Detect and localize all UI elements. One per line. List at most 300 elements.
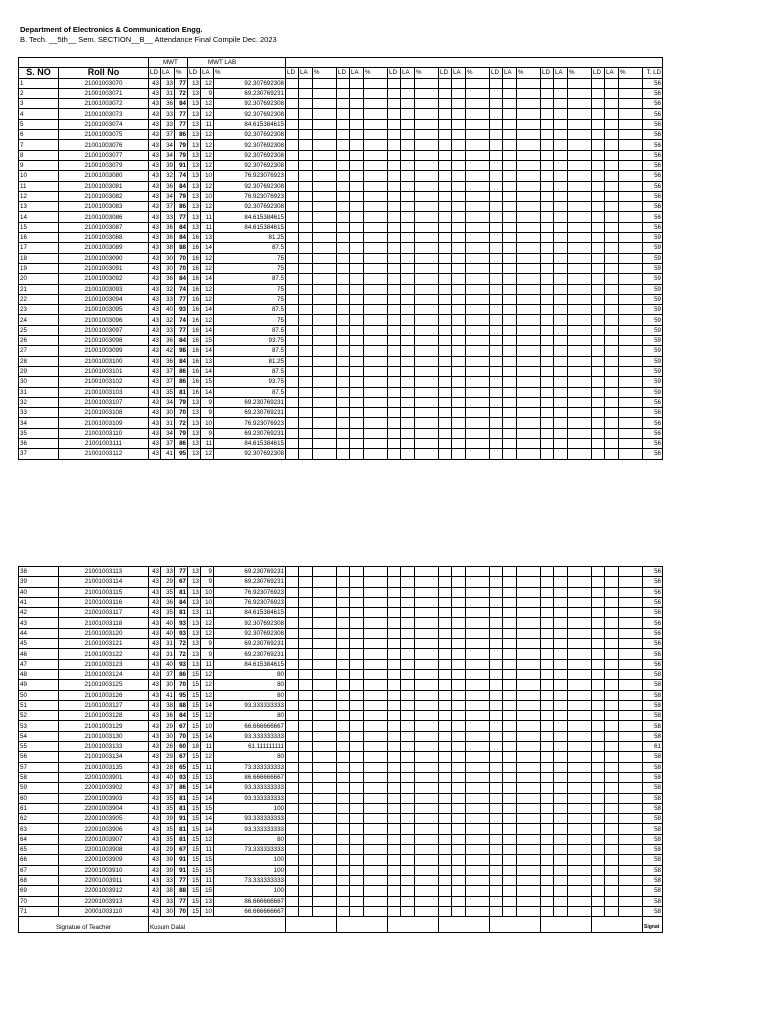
lab-percent: 80 [214,680,286,690]
attendance-percent: 81 [175,587,188,597]
lectures-delivered: 43 [149,628,161,638]
empty-cell [350,886,364,896]
empty-cell [337,253,350,263]
lab-percent: 84.615384615 [214,438,286,448]
total-delivered: 58 [643,721,663,731]
attendance-percent: 74 [175,284,188,294]
lab-percent: 92.307692308 [214,140,286,150]
empty-cell [541,793,554,803]
table-row [19,783,663,793]
empty-cell [313,387,337,397]
lectures-attended: 26 [161,742,175,752]
roll-no: 21001003120 [59,628,149,638]
table-row [19,845,663,855]
attendance-percent: 79 [175,191,188,201]
col-ld: LD [149,68,161,78]
empty-cell [568,284,592,294]
empty-cell [605,700,619,710]
lectures-delivered: 43 [149,680,161,690]
roll-no: 21001003121 [59,639,149,649]
empty-cell [401,336,415,346]
lab-attended: 11 [201,659,214,669]
table-row [19,346,663,356]
total-delivered: 59 [643,305,663,315]
empty-cell [592,886,605,896]
empty-cell [401,906,415,916]
roll-no: 21001003093 [59,284,149,294]
lectures-attended: 33 [161,212,175,222]
lab-percent: 100 [214,865,286,875]
lectures-delivered: 43 [149,305,161,315]
total-delivered: 58 [643,731,663,741]
lab-delivered: 13 [188,160,201,170]
empty-cell [350,191,364,201]
lab-attended: 15 [201,803,214,813]
empty-cell [503,99,517,109]
total-delivered: 58 [643,752,663,762]
empty-cell [490,587,503,597]
table-row [19,336,663,346]
roll-no: 22001003902 [59,783,149,793]
empty-cell [388,130,401,140]
empty-cell [439,305,452,315]
lab-delivered: 15 [188,875,201,885]
empty-cell [299,449,313,459]
empty-cell [619,397,643,407]
roll-no: 21001003127 [59,700,149,710]
empty-cell [503,438,517,448]
empty-cell [350,233,364,243]
empty-cell [517,336,541,346]
empty-cell [592,834,605,844]
signature-cell [337,917,388,933]
lectures-attended: 35 [161,803,175,813]
lab-percent: 92.307692308 [214,449,286,459]
serial-no: 13 [19,202,59,212]
total-delivered: 56 [643,88,663,98]
empty-cell [503,387,517,397]
roll-no: 21001003122 [59,649,149,659]
empty-cell [517,356,541,366]
empty-cell [299,366,313,376]
empty-cell [568,711,592,721]
roll-no: 22001003901 [59,772,149,782]
empty-cell [503,618,517,628]
lab-delivered: 13 [188,202,201,212]
empty-cell [605,212,619,222]
roll-no: 21001003090 [59,253,149,263]
empty-cell [313,742,337,752]
empty-cell [337,191,350,201]
empty-cell [364,752,388,762]
empty-cell [313,377,337,387]
empty-cell [568,449,592,459]
empty-cell [452,700,466,710]
empty-cell [490,336,503,346]
lab-percent: 73.333333333 [214,875,286,885]
empty-cell [401,212,415,222]
empty-cell [337,793,350,803]
empty-cell [592,191,605,201]
empty-cell [619,845,643,855]
empty-cell [605,130,619,140]
lectures-delivered: 43 [149,212,161,222]
lectures-delivered: 43 [149,567,161,577]
empty-cell [439,387,452,397]
empty-cell [619,700,643,710]
empty-cell [439,567,452,577]
empty-cell [313,587,337,597]
empty-cell [337,325,350,335]
empty-cell [364,284,388,294]
empty-cell [401,824,415,834]
empty-cell [313,875,337,885]
lab-attended: 12 [201,130,214,140]
empty-cell [439,243,452,253]
empty-cell [286,160,299,170]
empty-cell [568,906,592,916]
empty-cell [452,397,466,407]
serial-no: 51 [19,700,59,710]
lab-attended: 10 [201,597,214,607]
empty-cell [554,875,568,885]
empty-cell [619,160,643,170]
attendance-percent: 74 [175,315,188,325]
empty-cell [605,119,619,129]
empty-cell [554,711,568,721]
empty-cell [299,865,313,875]
empty-cell [554,119,568,129]
empty-cell [554,253,568,263]
empty-cell [350,263,364,273]
empty-cell [439,597,452,607]
empty-cell [439,711,452,721]
empty-cell [568,366,592,376]
lab-attended: 13 [201,896,214,906]
empty-cell [313,150,337,160]
empty-cell [401,418,415,428]
lectures-delivered: 43 [149,88,161,98]
empty-cell [401,243,415,253]
empty-cell [466,875,490,885]
lectures-attended: 30 [161,253,175,263]
empty-cell [517,191,541,201]
empty-cell [350,99,364,109]
roll-no: 21001003134 [59,752,149,762]
empty-cell [439,88,452,98]
empty-cell [466,212,490,222]
total-delivered: 59 [643,366,663,376]
empty-cell [466,731,490,741]
serial-no: 52 [19,711,59,721]
empty-cell [503,711,517,721]
empty-cell [388,233,401,243]
empty-cell [313,659,337,669]
empty-cell [439,346,452,356]
empty-cell [490,253,503,263]
empty-cell [619,88,643,98]
attendance-percent: 77 [175,109,188,119]
empty-cell [364,160,388,170]
lab-delivered: 15 [188,845,201,855]
empty-cell [350,783,364,793]
sheet-subtitle: B. Tech. __5th__ Sem. SECTION__B__ Attendance Final Compile Dec. 2023 [20,35,277,44]
empty-cell [364,824,388,834]
empty-cell [452,793,466,803]
empty-cell [350,243,364,253]
total-delivered: 59 [643,243,663,253]
empty-cell [286,253,299,263]
empty-cell [619,150,643,160]
empty-cell [401,608,415,618]
empty-cell [554,181,568,191]
empty-cell [466,567,490,577]
empty-cell [517,783,541,793]
empty-cell [592,294,605,304]
empty-cell [401,366,415,376]
empty-cell [490,618,503,628]
lab-delivered: 13 [188,567,201,577]
empty-cell [503,130,517,140]
empty-cell [299,577,313,587]
empty-cell [619,99,643,109]
empty-cell [592,160,605,170]
empty-cell [541,906,554,916]
empty-cell [452,639,466,649]
lab-attended: 12 [201,449,214,459]
empty-cell [517,346,541,356]
roll-no: 22001003903 [59,793,149,803]
empty-cell [554,418,568,428]
empty-cell [286,608,299,618]
empty-cell [605,377,619,387]
empty-cell [592,212,605,222]
empty-cell [388,690,401,700]
empty-cell [568,315,592,325]
empty-cell [350,119,364,129]
empty-cell [401,315,415,325]
empty-cell [592,397,605,407]
empty-cell [401,449,415,459]
attendance-percent: 93 [175,618,188,628]
empty-cell [401,886,415,896]
empty-cell [299,742,313,752]
column-header-row [19,68,663,78]
empty-cell [452,752,466,762]
empty-cell [605,336,619,346]
empty-cell [517,721,541,731]
empty-cell [503,752,517,762]
empty-cell [337,418,350,428]
empty-cell [605,315,619,325]
total-delivered: 56 [643,202,663,212]
empty-cell [364,222,388,232]
empty-cell [592,150,605,160]
empty-cell [554,212,568,222]
empty-cell [388,243,401,253]
empty-cell [517,171,541,181]
empty-cell [313,803,337,813]
table-row [19,284,663,294]
roll-no: 21001003117 [59,608,149,618]
lectures-attended: 30 [161,263,175,273]
empty-cell [364,418,388,428]
empty-cell [605,680,619,690]
empty-cell [466,793,490,803]
attendance-percent: 77 [175,875,188,885]
empty-cell [415,253,439,263]
empty-cell [350,649,364,659]
serial-no: 37 [19,449,59,459]
empty-cell [605,171,619,181]
empty-cell [517,428,541,438]
lab-attended: 12 [201,78,214,88]
lectures-delivered: 43 [149,700,161,710]
col-pct: % [175,68,188,78]
serial-no: 22 [19,294,59,304]
empty-cell [364,783,388,793]
empty-cell [554,669,568,679]
empty-cell [466,387,490,397]
col-pct: % [466,68,490,78]
empty-cell [337,752,350,762]
empty-cell [619,783,643,793]
empty-cell [401,377,415,387]
lab-delivered: 15 [188,896,201,906]
serial-no: 49 [19,680,59,690]
empty-cell [388,567,401,577]
empty-cell [568,721,592,731]
empty-cell [503,865,517,875]
empty-cell [490,263,503,273]
empty-cell [337,408,350,418]
empty-cell [619,263,643,273]
lab-delivered: 13 [188,88,201,98]
empty-cell [541,803,554,813]
empty-cell [619,608,643,618]
lab-attended: 12 [201,284,214,294]
empty-cell [286,356,299,366]
empty-cell [503,274,517,284]
empty-cell [452,171,466,181]
empty-cell [415,346,439,356]
attendance-percent: 86 [175,202,188,212]
empty-cell [286,119,299,129]
lab-percent: 92.307692308 [214,109,286,119]
empty-cell [401,387,415,397]
empty-cell [517,294,541,304]
empty-cell [619,649,643,659]
empty-cell [592,865,605,875]
lectures-delivered: 43 [149,731,161,741]
lectures-attended: 35 [161,834,175,844]
roll-no: 22001003905 [59,814,149,824]
empty-cell [415,438,439,448]
roll-no: 21001003128 [59,711,149,721]
empty-cell [592,202,605,212]
lab-delivered: 15 [188,886,201,896]
serial-no: 23 [19,305,59,315]
empty-cell [286,824,299,834]
empty-cell [401,803,415,813]
empty-cell [388,377,401,387]
empty-cell [619,336,643,346]
empty-cell [337,284,350,294]
empty-cell [337,243,350,253]
empty-cell [568,325,592,335]
empty-cell [313,896,337,906]
empty-cell [554,577,568,587]
empty-cell [605,366,619,376]
empty-cell [592,742,605,752]
empty-cell [388,577,401,587]
attendance-percent: 67 [175,721,188,731]
empty-cell [541,78,554,88]
roll-no: 22001003907 [59,834,149,844]
empty-cell [286,418,299,428]
empty-cell [568,346,592,356]
empty-cell [313,336,337,346]
empty-cell [592,639,605,649]
empty-cell [337,731,350,741]
lab-attended: 10 [201,721,214,731]
empty-cell [299,875,313,885]
empty-cell [388,896,401,906]
empty-cell [313,639,337,649]
empty-cell [466,834,490,844]
lab-percent: 66.666666667 [214,906,286,916]
empty-cell [517,325,541,335]
lectures-attended: 32 [161,284,175,294]
empty-cell [517,752,541,762]
lab-delivered: 15 [188,824,201,834]
lectures-delivered: 43 [149,659,161,669]
empty-cell [490,855,503,865]
empty-cell [388,875,401,885]
empty-cell [439,408,452,418]
serial-no: 11 [19,181,59,191]
empty-cell [541,834,554,844]
empty-cell [452,762,466,772]
empty-cell [466,325,490,335]
lab-attended: 14 [201,783,214,793]
empty-cell [401,618,415,628]
empty-cell [605,752,619,762]
empty-cell [299,814,313,824]
serial-no: 59 [19,783,59,793]
empty-cell [388,212,401,222]
empty-cell [313,99,337,109]
lectures-attended: 34 [161,428,175,438]
empty-cell [592,803,605,813]
empty-cell [452,336,466,346]
empty-cell [337,140,350,150]
empty-cell [554,140,568,150]
empty-cell [415,397,439,407]
empty-cell [299,618,313,628]
lab-attended: 12 [201,181,214,191]
empty-cell [401,119,415,129]
lab-percent: 84.615384615 [214,608,286,618]
empty-cell [503,202,517,212]
empty-cell [605,628,619,638]
empty-cell [364,639,388,649]
lab-percent: 92.307692308 [214,628,286,638]
empty-cell [401,346,415,356]
empty-cell [452,659,466,669]
empty-cell [592,171,605,181]
empty-cell [350,387,364,397]
